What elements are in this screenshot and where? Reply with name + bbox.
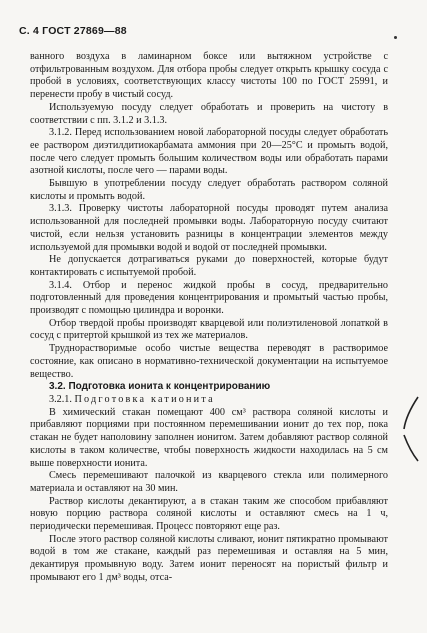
page-header: С. 4 ГОСТ 27869—88 <box>19 25 127 37</box>
paragraph: В химический стакан помещают 400 см³ раствора соляной кислоты и прибавляют порциями при постоянном перемешивании ионит до тех пор, пока стакан не будет наполовину заполнен ионитом. Затем добавляют раствор соляной кислоты в таком количестве, чтобы поверхность жидкости находилась на 5 см выше поверхности ионита. <box>30 406 388 469</box>
paragraph: Отбор твердой пробы производят кварцевой или полиэтиленовой лопаткой в сосуд с притертой крышкой из тех же материалов. <box>30 317 388 342</box>
paragraph: Труднорастворимые особо чистые вещества переводят в растворимое состояние, как описано в нормативно-технической документации на испытуемое вещество. <box>30 343 388 380</box>
body-text <box>30 51 388 585</box>
paragraph: Бывшую в употреблении посуду следует обработать раствором соляной кислоты и промыть водой. <box>30 178 388 202</box>
subsection-title: Подготовка катионита <box>74 393 215 405</box>
print-speck <box>394 36 397 39</box>
paragraph: Раствор кислоты декантируют, а в стакан таким же способом прибавляют новую порцию раствора соляной кислоты и оставляют смесь на 1 ч, периодически перемешивая. Процесс повторяют еще раз. <box>30 495 388 533</box>
paragraph: 3.1.4. Отбор и перенос жидкой пробы в сосуд, предварительно подготовленный для проведения концентрирования и промытый частью пробы, производят с помощью цилиндра и воронки. <box>30 279 388 317</box>
subsection-heading <box>30 394 388 407</box>
paragraph: После этого раствор соляной кислоты сливают, ионит пятикратно промывают водой в том же стакане, каждый раз перемешивая и оставляя на 5 мин, декантируя промывную воду. Затем ионит переносят на пористый фильтр и промывают его 1 дм³ воды, отса- <box>30 533 388 583</box>
paragraph: Используемую посуду следует обработать и проверить на чистоту в соответствии с пп. 3.1.2 и 3.1.3. <box>30 101 388 126</box>
paragraph: ванного воздуха в ламинарном боксе или вытяжном устройстве с отфильтрованным воздухом. Для отбора пробы следует открыть крышку сосуда с пробой в условиях, соответствующих классу чистоты 100 по ГОСТ 25991, и перенести пробу в чистый сосуд. <box>30 51 388 101</box>
margin-bracket-mark <box>400 395 422 465</box>
paragraph: 3.1.2. Перед использованием новой лабораторной посуды следует обработать ее раствором диэтилдитиокарбамата аммония при 20—25°С и промыть водой, после чего следует промыть большим количеством воды или обработать парами азотной кислоты, после чего — парами воды. <box>30 127 388 177</box>
paragraph: 3.1.3. Проверку чистоты лабораторной посуды проводят путем анализа использованной для последней промывки воды. Лабораторную посуду считают чистой, если нельзя установить разницы в концентрации элементов между используемой для промывки водой и водой от последней промывки. <box>30 203 388 253</box>
subsection-number: 3.2.1. <box>49 393 72 405</box>
paragraph: Не допускается дотрагиваться руками до поверхностей, которые будут контактировать с испытуемой пробой. <box>30 254 388 278</box>
section-heading: 3.2. Подготовка ионита к концентрированию <box>49 381 271 393</box>
paragraph: Смесь перемешивают палочкой из кварцевого стекла или полимерного материала и оставляют на 30 мин. <box>30 470 388 494</box>
